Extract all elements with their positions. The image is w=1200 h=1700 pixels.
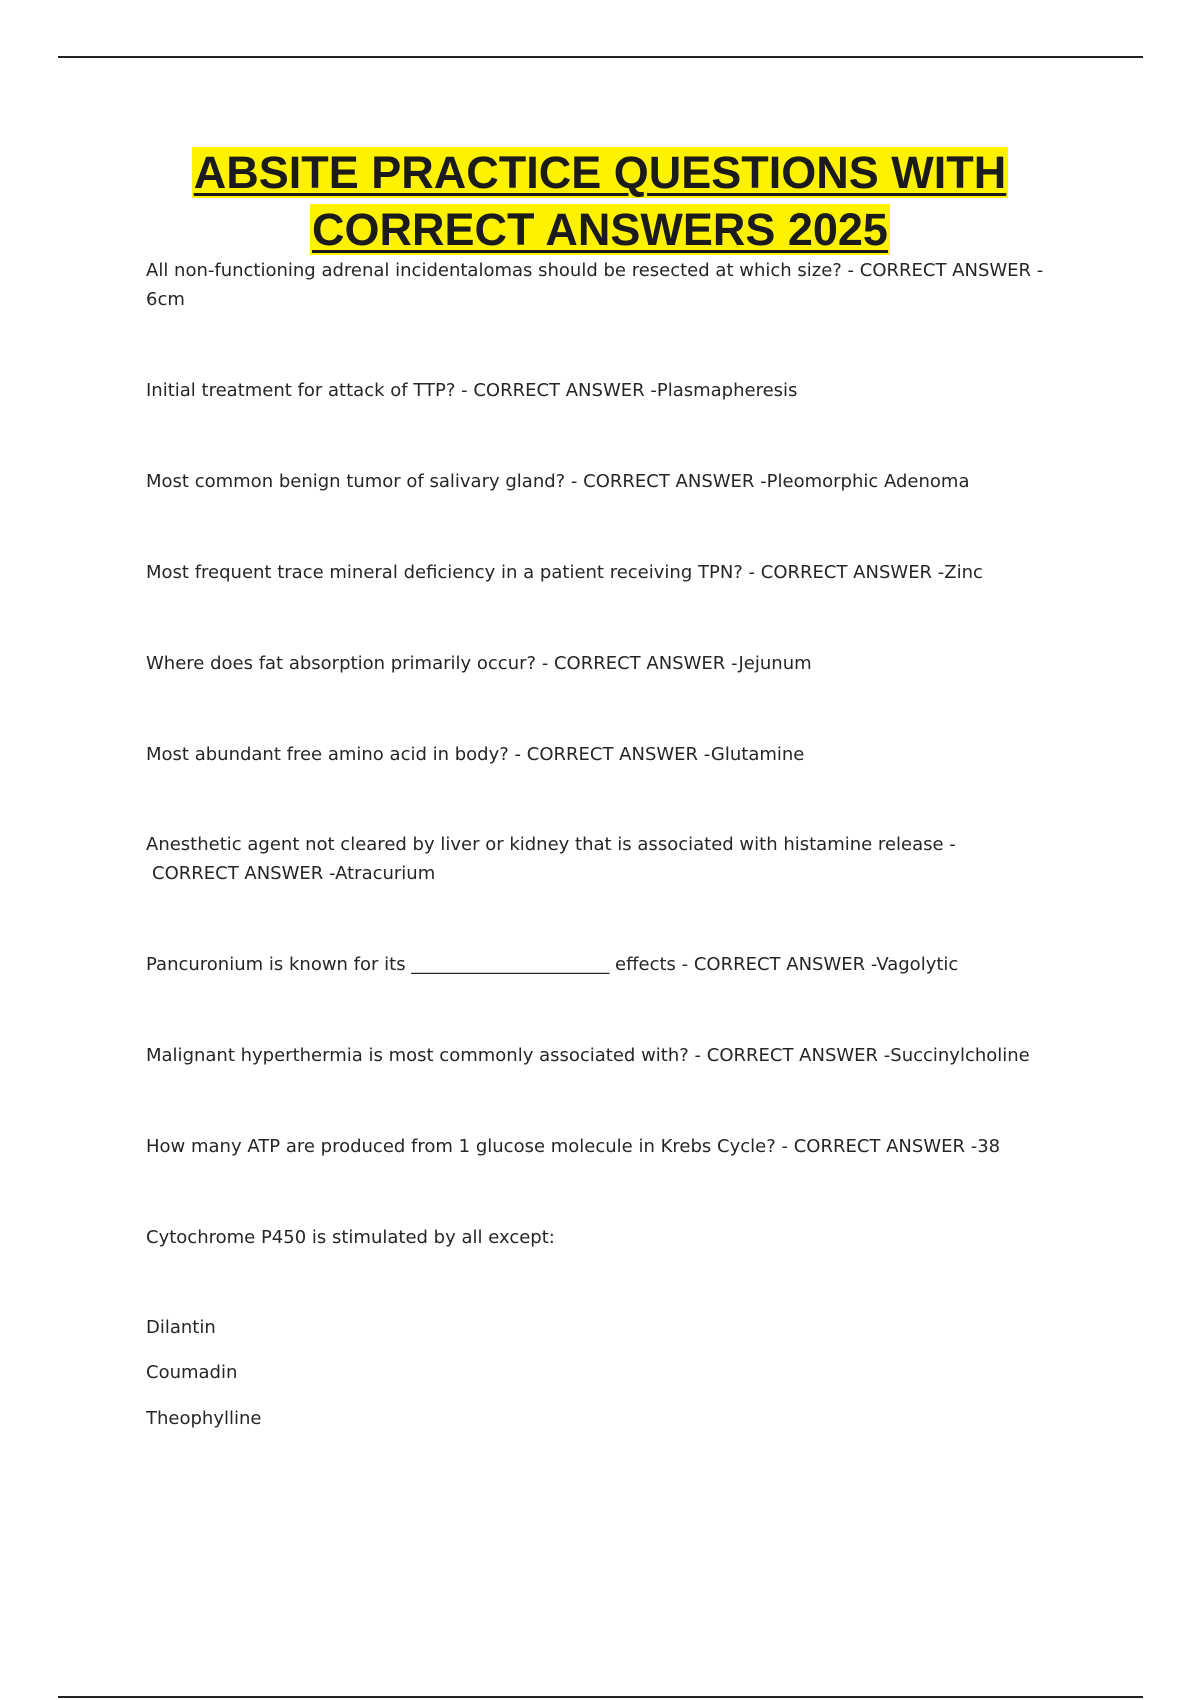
qa-item-3 xyxy=(146,467,1066,496)
qa-item-9 xyxy=(146,1041,1066,1070)
qa-item-10 xyxy=(146,1132,1066,1161)
question-text: Malignant hyperthermia is most commonly associated with? - CORRECT ANSWER - xyxy=(146,1045,891,1066)
qa-item-5 xyxy=(146,649,1066,678)
question-text: Pancuronium is known for its ______________________ effects - CORRECT ANSWER - xyxy=(146,954,877,975)
option-item: Theophylline xyxy=(146,1408,262,1429)
question-text: Most frequent trace mineral deficiency in a patient receiving TPN? - CORRECT ANSWER - xyxy=(146,562,945,583)
qa-item-7 xyxy=(146,830,1066,888)
answer-text: Jejunum xyxy=(738,653,812,674)
answer-text: Pleomorphic Adenoma xyxy=(766,471,970,492)
answer-text: Succinylcholine xyxy=(890,1045,1030,1066)
answer-text: 6cm xyxy=(146,289,185,310)
qa-item-8 xyxy=(146,950,1066,979)
top-rule xyxy=(58,56,1143,58)
question-text: Most abundant free amino acid in body? - CORRECT ANSWER - xyxy=(146,744,711,765)
title-line-1: ABSITE PRACTICE QUESTIONS WITH xyxy=(193,147,1007,198)
option-item: Coumadin xyxy=(146,1362,238,1383)
answer-text: CORRECT ANSWER -Atracurium xyxy=(152,863,436,884)
answer-text: Vagolytic xyxy=(876,954,959,975)
question-text: How many ATP are produced from 1 glucose molecule in Krebs Cycle? - CORRECT ANSWER - xyxy=(146,1136,978,1157)
qa-item-11 xyxy=(146,1223,1066,1252)
qa-item-2 xyxy=(146,376,1066,405)
bottom-rule xyxy=(58,1696,1143,1698)
title-line-2: CORRECT ANSWERS 2025 xyxy=(312,204,888,255)
qa-item-6 xyxy=(146,740,1066,769)
question-text: Most common benign tumor of salivary gland? - CORRECT ANSWER - xyxy=(146,471,767,492)
qa-item-4 xyxy=(146,558,1066,587)
question-text: Anesthetic agent not cleared by liver or kidney that is associated with histamine release - xyxy=(146,834,956,855)
answer-text: Zinc xyxy=(944,562,983,583)
qa-item-1 xyxy=(146,256,1066,314)
question-text: All non-functioning adrenal incidentalomas should be resected at which size? - CORRECT ANSWER - xyxy=(146,260,1044,281)
option-item: Dilantin xyxy=(146,1317,216,1338)
answer-text: Plasmapheresis xyxy=(656,380,798,401)
answer-text: Glutamine xyxy=(710,744,805,765)
question-text: Cytochrome P450 is stimulated by all except: xyxy=(146,1227,555,1248)
question-text: Where does fat absorption primarily occur? - CORRECT ANSWER - xyxy=(146,653,739,674)
question-text: Initial treatment for attack of TTP? - CORRECT ANSWER - xyxy=(146,380,657,401)
page-title xyxy=(100,144,1100,258)
answer-text: 38 xyxy=(977,1136,1001,1157)
